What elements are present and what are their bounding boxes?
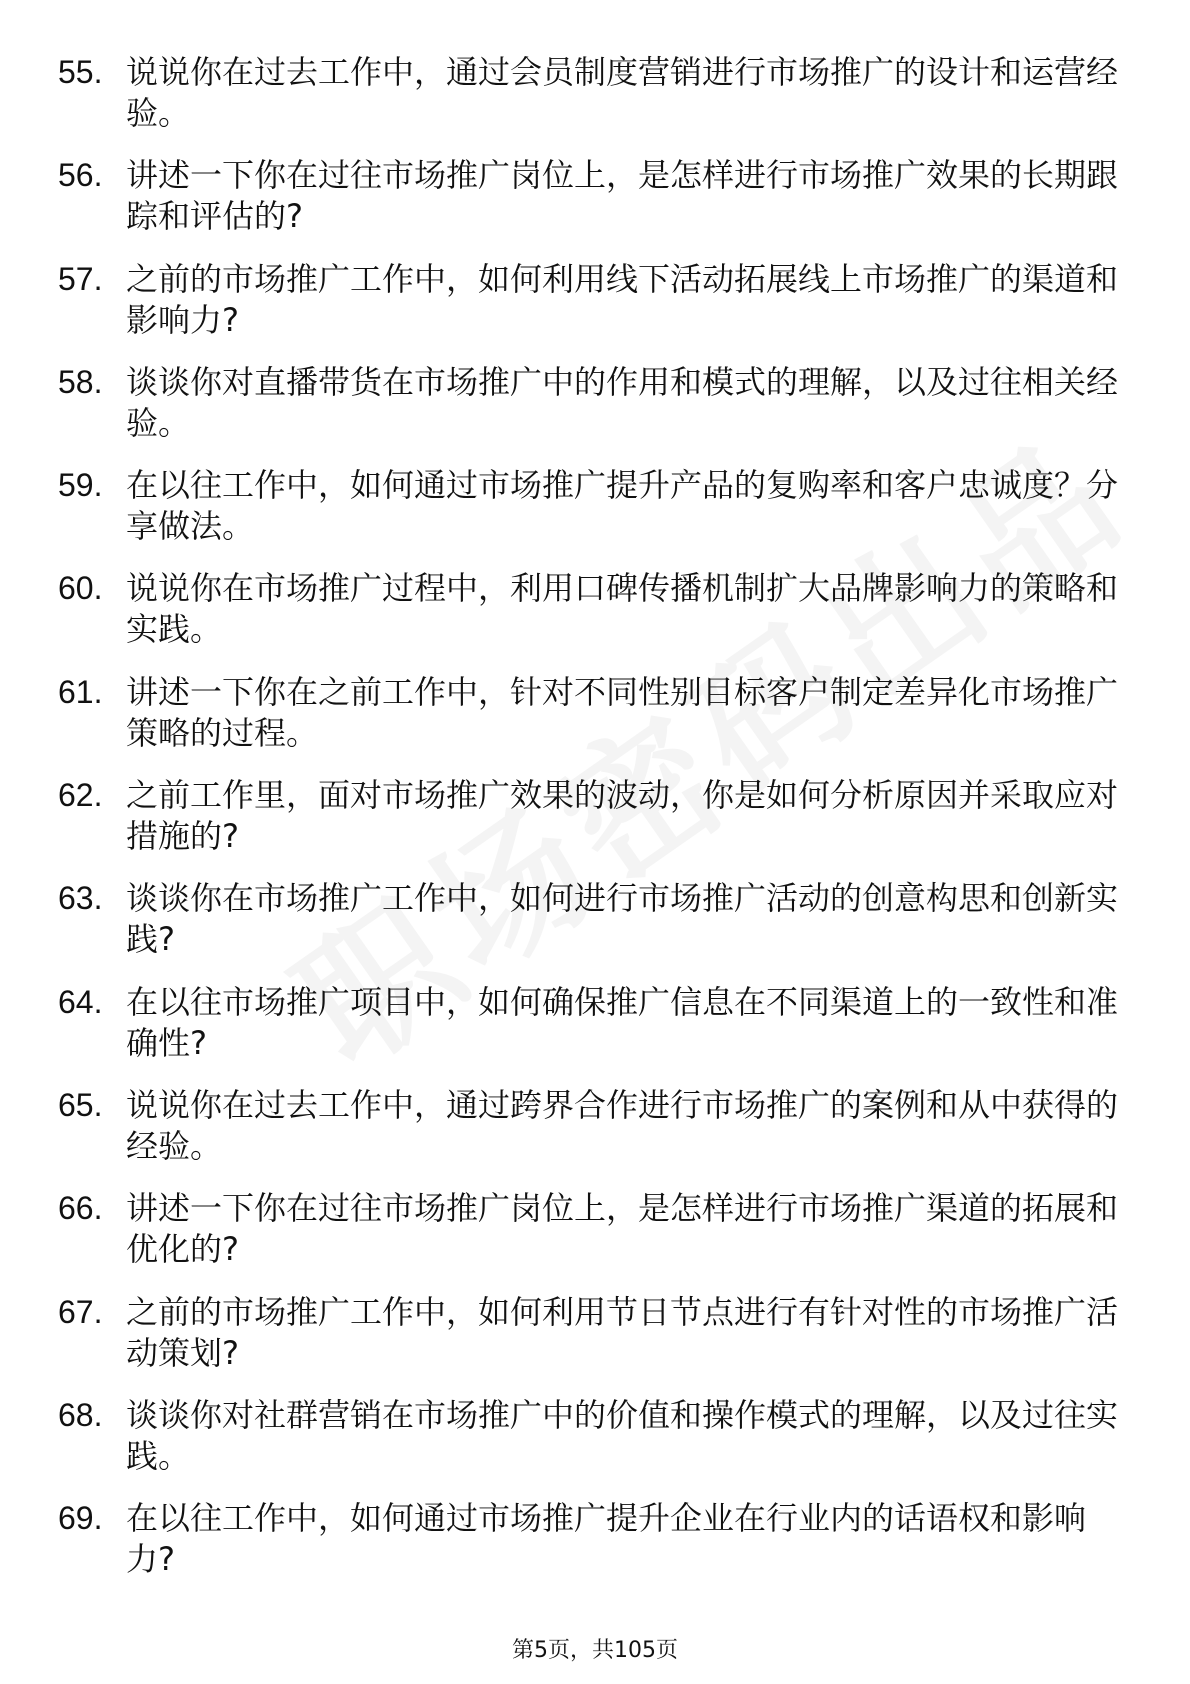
question-number: 55. xyxy=(58,54,103,90)
question-item xyxy=(0,155,1190,258)
question-number: 59. xyxy=(58,467,103,504)
question-number: 67. xyxy=(58,1293,103,1330)
question-number: 69. xyxy=(58,1500,103,1537)
question-text: 之前工作里，面对市场推广效果的波动，你是如何分析原因并采取应对措施的? xyxy=(126,776,1119,856)
question-item xyxy=(0,878,1190,981)
question-text: 在以往工作中，如何通过市场推广提升企业在行业内的话语权和影响力? xyxy=(126,1499,1087,1579)
question-text: 说说你在市场推广过程中，利用口碑传播机制扩大品牌影响力的策略和实践。 xyxy=(126,569,1119,649)
question-item xyxy=(0,775,1190,878)
question-list xyxy=(0,52,1190,1601)
question-item xyxy=(0,982,1190,1085)
question-number: 64. xyxy=(58,983,103,1020)
question-text: 讲述一下你在之前工作中，针对不同性别目标客户制定差异化市场推广策略的过程。 xyxy=(126,672,1119,752)
question-text: 在以往市场推广项目中，如何确保推广信息在不同渠道上的一致性和准确性? xyxy=(126,982,1119,1062)
question-item xyxy=(0,465,1190,568)
question-text: 之前的市场推广工作中，如何利用线下活动拓展线上市场推广的渠道和影响力? xyxy=(126,259,1119,339)
question-item xyxy=(0,672,1190,775)
question-number: 58. xyxy=(58,363,103,400)
question-item xyxy=(0,1498,1190,1601)
question-number: 56. xyxy=(58,157,103,194)
page-number-label: 第5页，共105页 xyxy=(512,1638,678,1663)
question-item xyxy=(0,568,1190,671)
question-number: 68. xyxy=(58,1396,103,1433)
question-text: 谈谈你在市场推广工作中，如何进行市场推广活动的创意构思和创新实践? xyxy=(126,879,1119,959)
question-item xyxy=(0,259,1190,362)
question-number: 62. xyxy=(58,777,103,814)
question-item xyxy=(0,362,1190,465)
question-item xyxy=(0,1085,1190,1188)
question-text: 之前的市场推广工作中，如何利用节日节点进行有针对性的市场推广活动策划? xyxy=(126,1292,1119,1372)
question-number: 65. xyxy=(58,1086,103,1123)
question-text: 说说你在过去工作中，通过会员制度营销进行市场推广的设计和运营经验。 xyxy=(126,53,1119,132)
question-number: 60. xyxy=(58,570,103,607)
question-item xyxy=(0,1292,1190,1395)
question-item xyxy=(0,52,1190,155)
question-item xyxy=(0,1395,1190,1498)
question-number: 66. xyxy=(58,1190,103,1227)
question-number: 61. xyxy=(58,673,103,710)
question-text: 谈谈你对社群营销在市场推广中的价值和操作模式的理解，以及过往实践。 xyxy=(126,1395,1119,1475)
question-number: 63. xyxy=(58,880,103,917)
question-text: 说说你在过去工作中，通过跨界合作进行市场推广的案例和从中获得的经验。 xyxy=(126,1085,1119,1165)
question-text: 讲述一下你在过往市场推广岗位上，是怎样进行市场推广渠道的拓展和优化的? xyxy=(126,1189,1119,1269)
question-text: 谈谈你对直播带货在市场推广中的作用和模式的理解，以及过往相关经验。 xyxy=(126,362,1119,442)
question-item xyxy=(0,1188,1190,1291)
question-text: 讲述一下你在过往市场推广岗位上，是怎样进行市场推广效果的长期跟踪和评估的? xyxy=(126,156,1119,236)
question-text: 在以往工作中，如何通过市场推广提升产品的复购率和客户忠诚度？分享做法。 xyxy=(126,466,1119,546)
page-footer xyxy=(0,1636,1190,1666)
question-number: 57. xyxy=(58,260,103,297)
